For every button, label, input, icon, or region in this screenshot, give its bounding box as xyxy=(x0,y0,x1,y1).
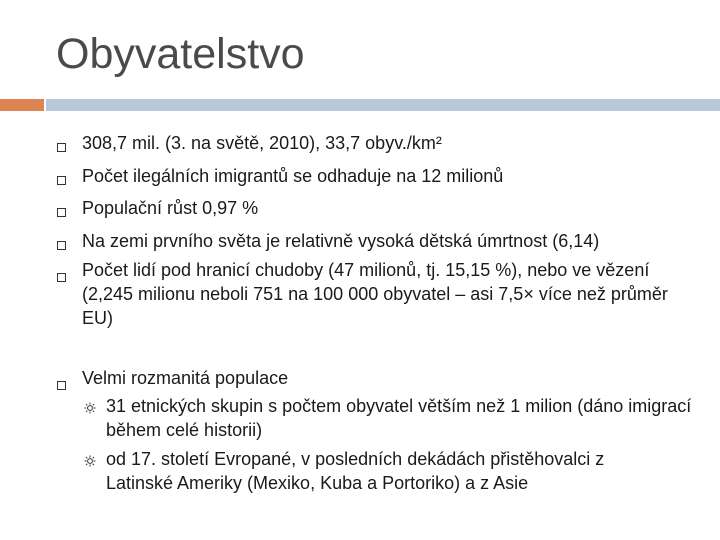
square-bullet-icon xyxy=(57,208,66,217)
bullet-text: Velmi rozmanitá populace xyxy=(82,368,289,388)
square-bullet-icon xyxy=(57,176,66,185)
sun-bullet-icon xyxy=(84,402,96,414)
bullet-text: Počet lidí pod hranicí chudoby (47 milionů, tj. 15,15 %), nebo ve vězení (2,245 milionu neboli 751 na 100 000 obyvatel – asi 7,5× více než průměr EU) xyxy=(82,260,668,328)
square-bullet-icon xyxy=(57,381,66,390)
bullet-text: 308,7 mil. (3. na světě, 2010), 33,7 obyv./km² xyxy=(82,133,442,153)
title-rule-bar xyxy=(46,99,720,111)
square-bullet-icon xyxy=(57,241,66,250)
sun-bullet-icon xyxy=(84,455,96,467)
bullet-text: Populační růst 0,97 % xyxy=(82,198,259,218)
title-accent-bar xyxy=(0,99,44,111)
bullet-text: Na zemi prvního světa je relativně vysoká dětská úmrtnost (6,14) xyxy=(82,231,600,251)
sub-bullet-text: 31 etnických skupin s počtem obyvatel větším než 1 milion (dáno imigrací během celé historii) xyxy=(106,396,692,440)
bullet-text: Počet ilegálních imigrantů se odhaduje na 12 milionů xyxy=(82,166,504,186)
square-bullet-icon xyxy=(57,273,66,282)
square-bullet-icon xyxy=(57,143,66,152)
sub-bullet-text: od 17. století Evropané, v posledních dekádách přistěhovalci z Latinské Ameriky (Mexiko, Kuba a Portoriko) a z Asie xyxy=(106,449,605,493)
slide-title: Obyvatelstvo xyxy=(56,30,305,78)
